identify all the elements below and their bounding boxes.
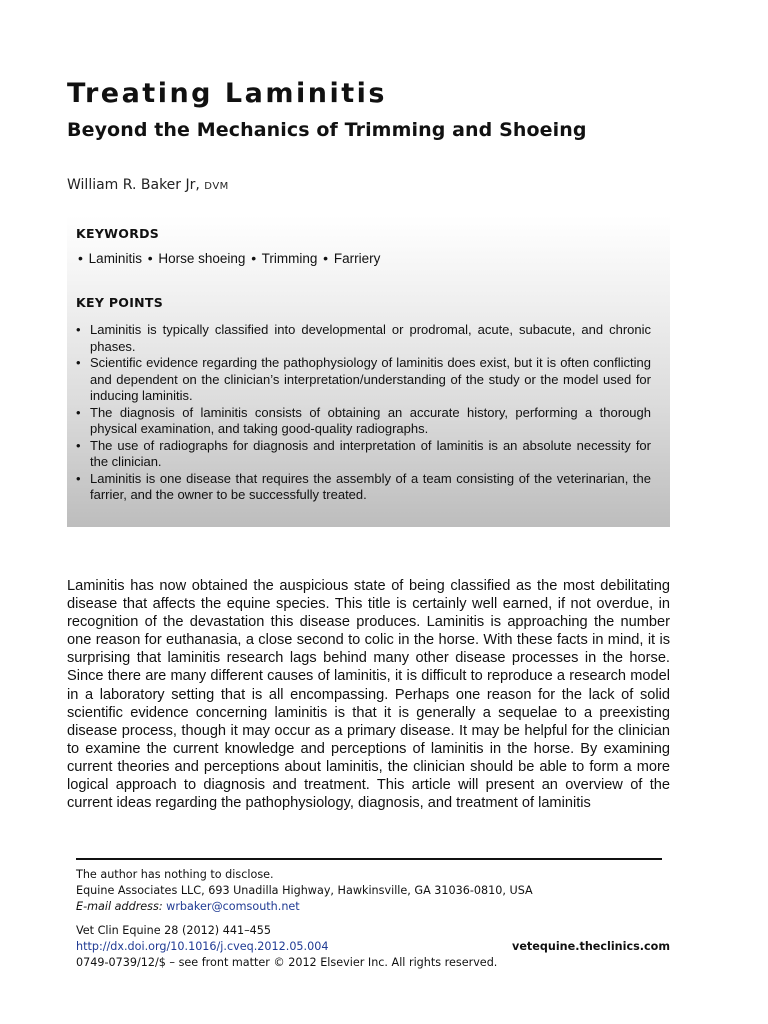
disclosure-note: The author has nothing to disclose. [76, 868, 274, 881]
keypoints-heading: KEY POINTS [76, 295, 164, 310]
email-label: E-mail address: [76, 900, 163, 913]
keypoint-item: • Laminitis is typically classified into developmental or prodromal, acute, subacute, and chronic phases. [76, 322, 651, 354]
copyright-line: 0749-0739/12/$ – see front matter © 2012 Elsevier Inc. All rights reserved. [76, 956, 498, 969]
keypoint-item: • Scientific evidence regarding the pathophysiology of laminitis does exist, but it is often conflicting and dependent on the clinician’s interpretation/understanding of the study or the model used for inducing laminitis. [76, 355, 651, 403]
keypoint-item: • Laminitis is one disease that requires the assembly of a team consisting of the veterinarian, the farrier, and the owner to be successfully treated. [76, 470, 651, 502]
footnote-divider [76, 858, 662, 860]
article-subtitle: Beyond the Mechanics of Trimming and Shoeing [67, 119, 587, 141]
journal-website[interactable]: vetequine.theclinics.com [512, 940, 670, 953]
keyword: Horse shoeing [158, 251, 246, 266]
email-link[interactable]: wrbaker@comsouth.net [166, 900, 300, 913]
keyword: Trimming [261, 251, 318, 266]
keywords-heading: KEYWORDS [76, 226, 160, 241]
author-line [67, 177, 229, 193]
keyword: Laminitis [88, 251, 142, 266]
keyword: Farriery [333, 251, 381, 266]
email-line [76, 900, 300, 913]
author-degree: DVM [204, 181, 229, 192]
keywords-list: • Laminitis • Horse shoeing • Trimming • Farriery [78, 250, 381, 266]
keypoint-item: • The diagnosis of laminitis consists of obtaining an accurate history, performing a thorough physical examination, and taking good-quality radiographs. [76, 404, 651, 436]
article-title: Treating Laminitis [67, 78, 387, 109]
keypoint-item: • The use of radiographs for diagnosis and interpretation of laminitis is an absolute necessity for the clinician. [76, 437, 651, 469]
citation-line: Vet Clin Equine 28 (2012) 441–455 [76, 924, 272, 937]
author-affiliation: Equine Associates LLC, 693 Unadilla Highway, Hawkinsville, GA 31036-0810, USA [76, 884, 533, 897]
intro-paragraph: Laminitis has now obtained the auspicious state of being classified as the most debilitating disease that affects the equine species. This title is certainly well earned, if not overdue, in recognition of the devastation this disease produces. Laminitis is approaching the number one reason for euthanasia, a close second to colic in the horse. With these facts in mind, it is surprising that laminitis research lags behind many other disease processes in the horse. Since there are many different causes of laminitis, it is difficult to reproduce a research model in a laboratory setting that is all encompassing. Perhaps one reason for the lack of solid scientific evidence concerning laminitis is that it is generally a sequelae to a preexisting disease process, though it may occur as a primary disease. It may be helpful for the clinician to examine the current knowledge and perceptions of laminitis in the horse. By examining current theories and perceptions about laminitis, the clinician should be able to form a more logical approach to diagnosis and treatment. This article will present an overview of the current ideas regarding the pathophysiology, diagnosis, and treatment of laminitis [67, 578, 670, 812]
author-name: William R. Baker Jr, [67, 177, 200, 193]
doi-link[interactable]: http://dx.doi.org/10.1016/j.cveq.2012.05.004 [76, 940, 329, 953]
keywords-keypoints-box [67, 216, 670, 527]
doi-line [76, 940, 328, 953]
keypoints-list [76, 322, 651, 504]
